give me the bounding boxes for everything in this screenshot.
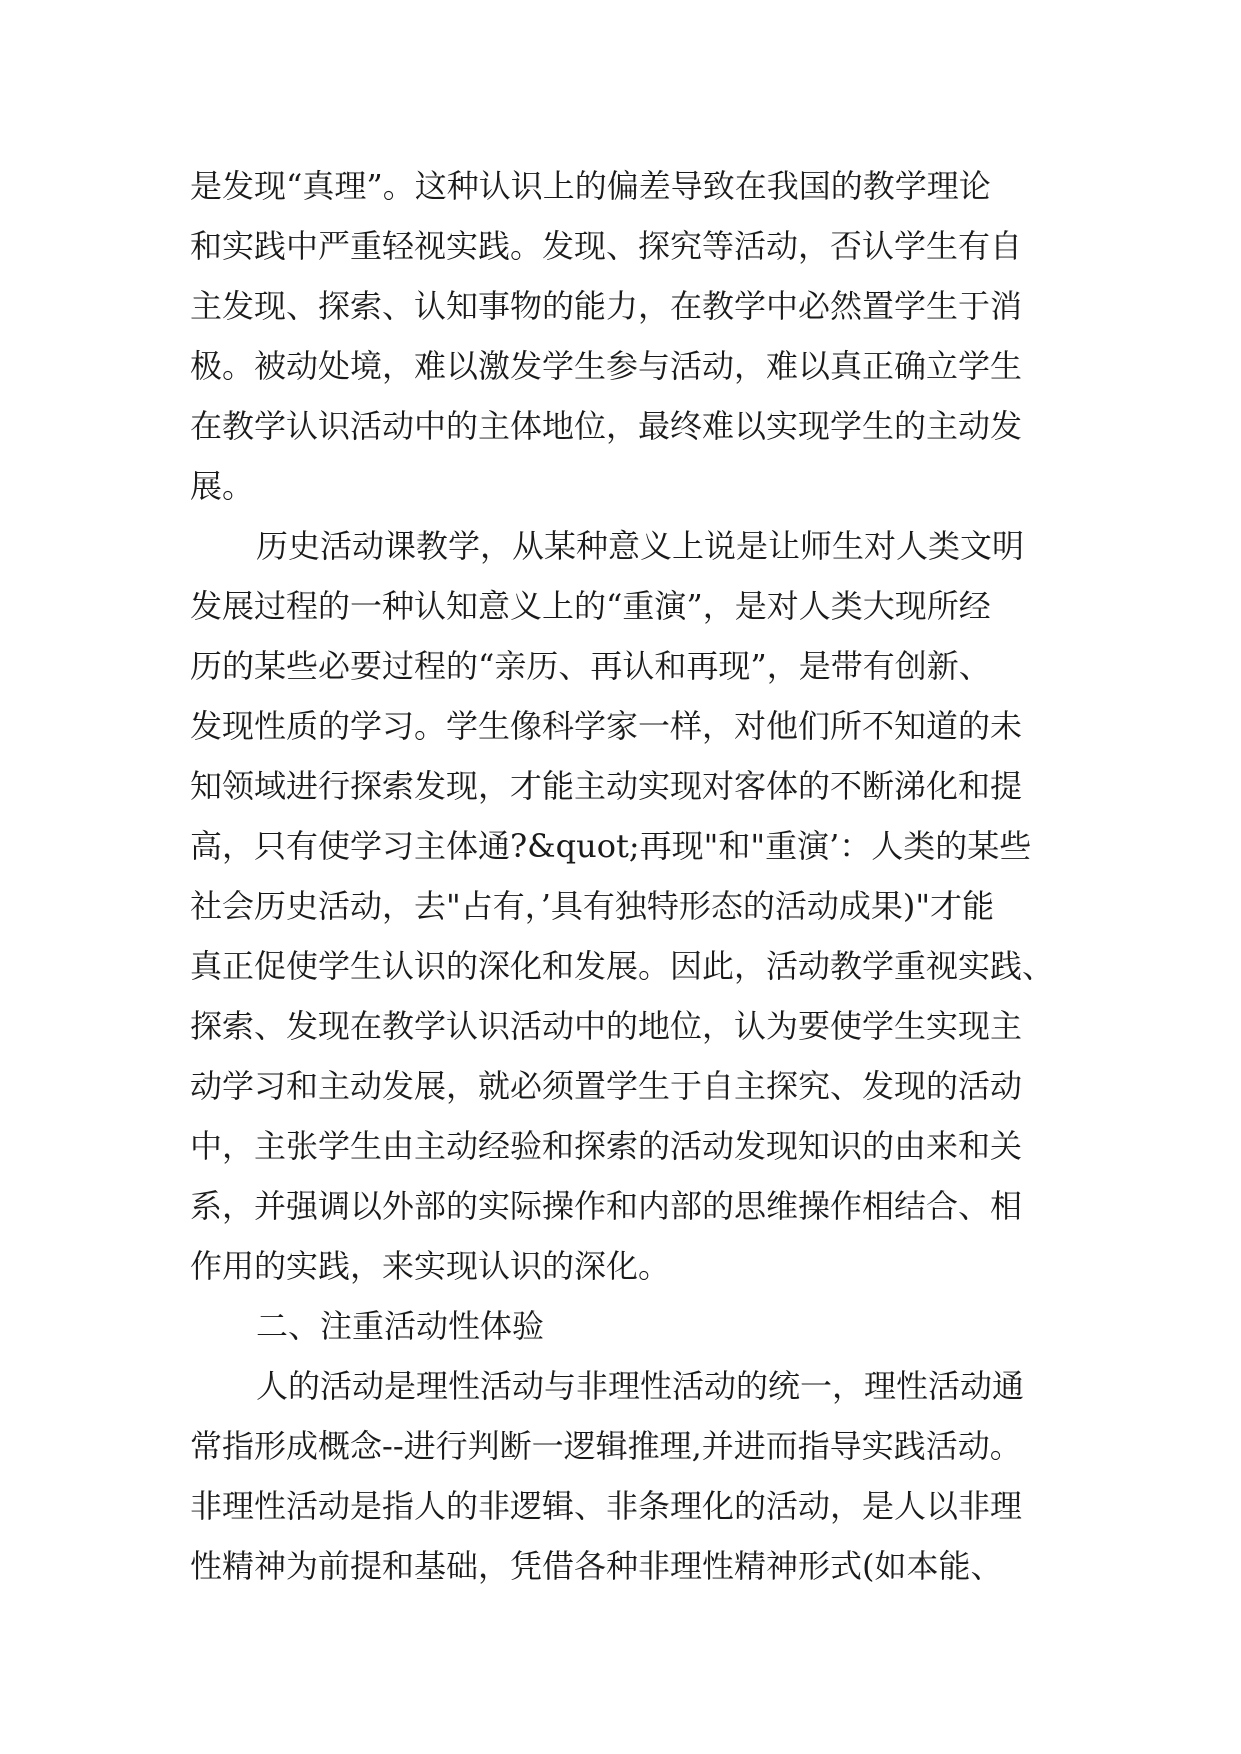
text-line: 展。 [190, 467, 255, 505]
paragraph-first-line: 人的活动是理性活动与非理性活动的统一，理性活动通 [256, 1367, 1025, 1405]
text-line: 知领域进行探索发现，才能主动实现对客体的不断涕化和提 [190, 767, 1023, 805]
text-line: 和实践中严重轻视实践。发现、探究等活动，否认学生有自 [190, 227, 1023, 265]
text-line: 作用的实践，来实现认识的深化。 [190, 1247, 671, 1285]
text-line: 在教学认识活动中的主体地位，最终难以实现学生的主动发 [190, 407, 1023, 445]
text-line: 发展过程的一种认知意义上的“重演”，是对人类大现所经 [190, 587, 991, 625]
text-line: 高，只有使学习主体通?&quot;再现"和"重演’：人类的某些 [190, 827, 1032, 865]
text-line: 常指形成概念--进行判断一逻辑推理,并进而指导实践活动。 [190, 1427, 1022, 1465]
text-line: 极。被动处境，难以激发学生参与活动，难以真正确立学生 [190, 347, 1023, 385]
section-heading: 二、注重活动性体验 [256, 1307, 545, 1345]
text-line: 真正促使学生认识的深化和发展。因此，活动教学重视实践、 [190, 947, 1055, 985]
text-line: 社会历史活动，去"占有，’具有独特形态的活动成果)"才能 [190, 887, 995, 925]
text-line: 探索、发现在教学认识活动中的地位，认为要使学生实现主 [190, 1007, 1023, 1045]
text-line: 动学习和主动发展，就必须置学生于自主探究、发现的活动 [190, 1067, 1023, 1105]
text-line: 发现性质的学习。学生像科学家一样，对他们所不知道的未 [190, 707, 1023, 745]
text-line: 历的某些必要过程的“亲历、再认和再现”，是带有创新、 [190, 647, 991, 685]
text-line: 非理性活动是指人的非逻辑、非条理化的活动，是人以非理 [190, 1487, 1023, 1525]
text-line: 性精神为前提和基础，凭借各种非理性精神形式(如本能、 [190, 1547, 1003, 1585]
text-line: 主发现、探索、认知事物的能力，在教学中必然置学生于消 [190, 287, 1023, 325]
paragraph-first-line: 历史活动课教学，从某种意义上说是让师生对人类文明 [256, 527, 1025, 565]
text-line: 中，主张学生由主动经验和探索的活动发现知识的由来和关 [190, 1127, 1023, 1165]
text-line: 系，并强调以外部的实际操作和内部的思维操作相结合、相 [190, 1187, 1023, 1225]
body-text [190, 156, 1060, 1596]
text-line: 是发现“真理”。这种认识上的偏差导致在我国的教学理论 [190, 167, 991, 205]
